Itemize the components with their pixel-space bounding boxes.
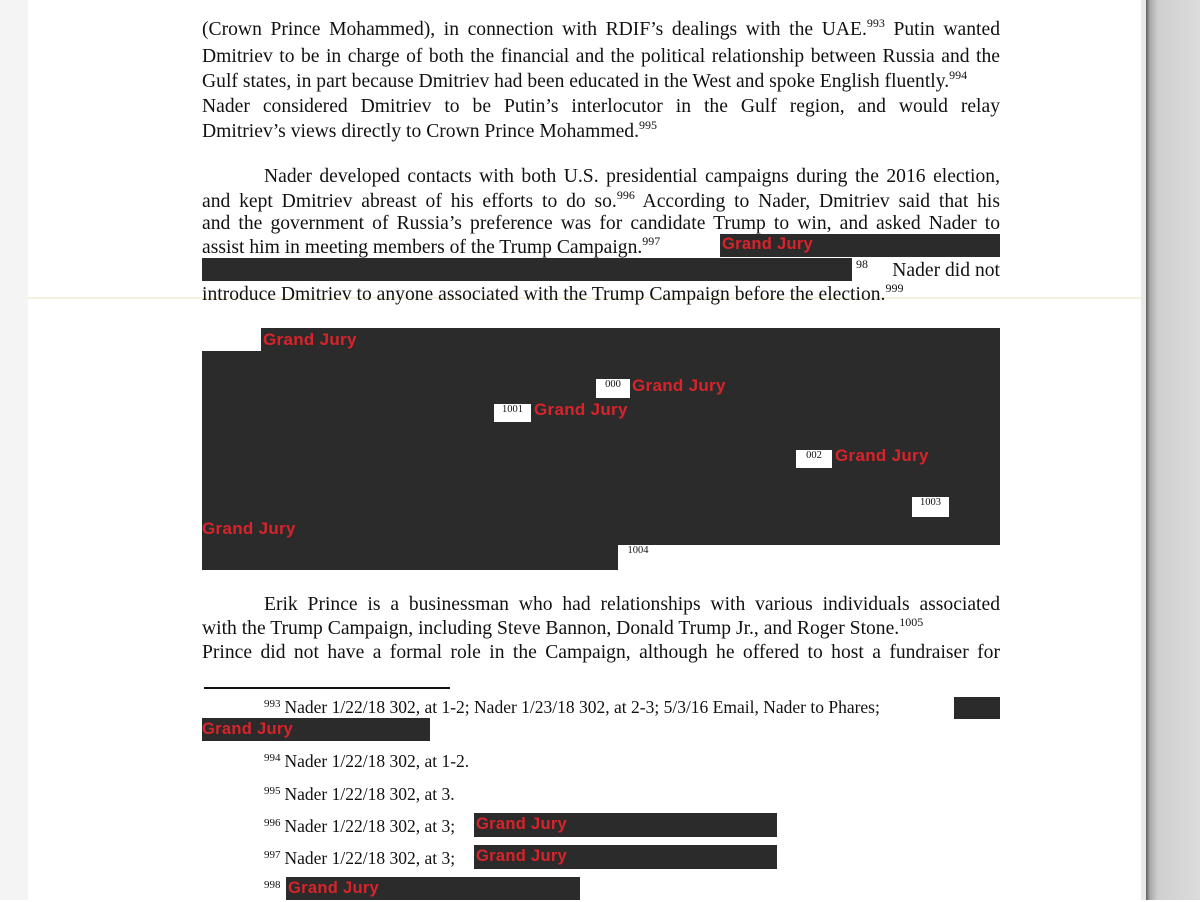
para2-line-2: and kept Dmitriev abreast of his efforts to do so.$^{996}$ According to Nader, Dmitriev said that his — [202, 188, 1000, 212]
para1-line-4: Nader considered Dmitriev to be Putin’s interlocutor in the Gulf region, and would relay — [202, 96, 1000, 117]
footnote-997: $^{997}$ Nader 1/22/18 302, at 3; — [264, 848, 456, 868]
redaction-label: Grand Jury — [632, 376, 726, 395]
para1-line-5: Dmitriev’s views directly to Crown Prince Mohammed.$^{995}$ — [202, 118, 657, 142]
redaction-block-bottom — [202, 544, 618, 570]
para1-line-2: Dmitriev to be in charge of both the financial and the political relationship between Russia and the — [202, 46, 1000, 67]
para2-line-5: 98 Nader did not — [856, 257, 1000, 281]
footnote-998: 998 — [264, 879, 281, 891]
footnote-993: $^{993}$ Nader 1/22/18 302, at 1-2; Nader 1/23/18 302, at 2-3; 5/3/16 Email, Nader to Phares; — [264, 697, 880, 717]
redaction-block-top — [261, 328, 1000, 352]
para2-line-1: Nader developed contacts with both U.S. presidential campaigns during the 2016 election, — [264, 166, 1000, 187]
footnote-995: $^{995}$ Nader 1/22/18 302, at 3. — [264, 784, 455, 804]
para2-line-3: and the government of Russia’s preference was for candidate Trump to win, and asked Nader to — [202, 213, 1000, 234]
para1-line-1: (Crown Prince Mohammed), in connection with RDIF’s dealings with the UAE.$^{993}$ Putin wanted — [202, 16, 1000, 40]
footnote-ref-box: 1004 — [627, 545, 649, 556]
redaction-label: Grand Jury — [722, 235, 814, 253]
para1-line-3: Gulf states, in part because Dmitriev had been educated in the West and spoke English fluently.$^{994}$ — [202, 68, 968, 92]
redaction-label: Grand Jury — [202, 519, 296, 538]
redaction-inline-2 — [202, 258, 852, 281]
footnote-ref-box: 1003 — [912, 497, 949, 517]
footnote-ref-box: 002 — [796, 450, 832, 468]
page-left-margin — [0, 0, 28, 900]
para3-line-1: Erik Prince is a businessman who had relationships with various individuals associated — [264, 594, 1000, 615]
redaction-label: Grand Jury — [835, 446, 929, 465]
footnote-994: $^{994}$ Nader 1/22/18 302, at 1-2. — [264, 751, 470, 771]
para2-line-6: introduce Dmitriev to anyone associated with the Trump Campaign before the election.$^{999}$ — [202, 281, 904, 305]
redaction-label: Grand Jury — [534, 400, 628, 419]
page-shadow — [1146, 0, 1200, 900]
para2-line-4: assist him in meeting members of the Trump Campaign.$^{997}$ — [202, 234, 661, 258]
redaction-label: Grand Jury — [202, 720, 294, 738]
footnote-996: $^{996}$ Nader 1/22/18 302, at 3; — [264, 816, 456, 836]
redaction-label: Grand Jury — [288, 879, 380, 897]
para3-line-3: Prince did not have a formal role in the Campaign, although he offered to host a fundraiser for — [202, 642, 1000, 663]
redaction-footnote-993a — [954, 697, 1000, 719]
para3-line-2: with the Trump Campaign, including Steve Bannon, Donald Trump Jr., and Roger Stone.$^{1005}$ — [202, 615, 924, 639]
redaction-label: Grand Jury — [263, 330, 357, 349]
redaction-label: Grand Jury — [476, 815, 568, 833]
footnote-ref-box: 1001 — [494, 404, 531, 422]
redaction-label: Grand Jury — [476, 847, 568, 865]
footnote-ref-box: 000 — [596, 379, 630, 398]
footnote-divider — [204, 687, 450, 689]
